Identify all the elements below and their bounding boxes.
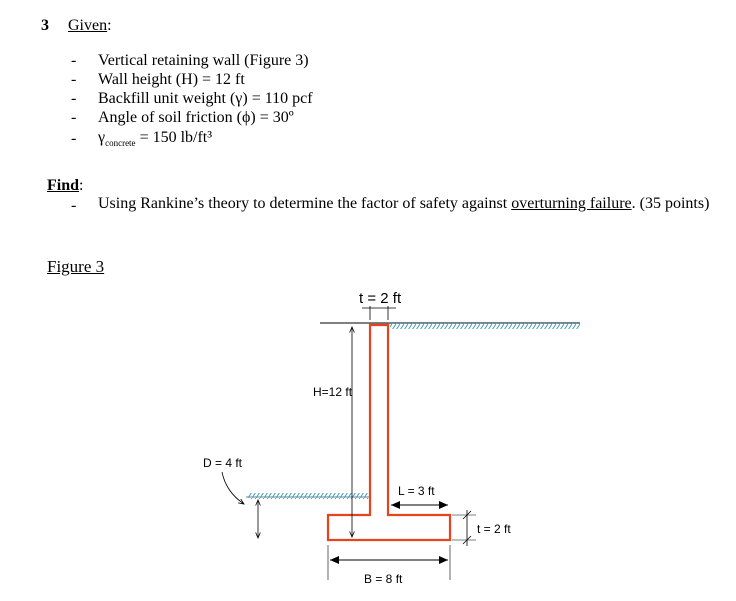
figure-caption: Figure 3 bbox=[47, 257, 105, 276]
given-heading-text: Given bbox=[68, 17, 108, 34]
bullet: - bbox=[71, 71, 77, 88]
given-item-3: Backfill unit weight (γ) = 110 pcf bbox=[98, 90, 313, 107]
find-text-underlined: overturning failure bbox=[511, 195, 632, 212]
find-text-after: . (35 points) bbox=[631, 195, 710, 212]
b-label: B = 8 ft bbox=[364, 572, 403, 586]
bullet: - bbox=[71, 90, 77, 107]
base-t-label: t = 2 ft bbox=[477, 522, 511, 536]
l-label: L = 3 ft bbox=[398, 484, 435, 498]
problem-number: 3 bbox=[41, 17, 49, 34]
bullet: - bbox=[71, 109, 77, 126]
bullet: - bbox=[71, 52, 77, 69]
d-leader bbox=[222, 472, 244, 504]
given-item-1: Vertical retaining wall (Figure 3) bbox=[98, 52, 309, 69]
gamma-symbol: γ bbox=[98, 129, 106, 146]
bullet: - bbox=[71, 197, 77, 214]
find-text-before: Using Rankine’s theory to determine the factor of safety against bbox=[98, 195, 512, 212]
front-soil-hatch bbox=[248, 493, 368, 499]
gamma-value: = 150 lb/ft³ bbox=[135, 129, 213, 146]
given-item-2: Wall height (H) = 12 ft bbox=[98, 71, 245, 88]
h-label: H=12 ft bbox=[313, 385, 353, 399]
find-colon: : bbox=[79, 177, 84, 194]
gamma-subscript: concrete bbox=[105, 138, 136, 149]
bullet: - bbox=[71, 130, 77, 147]
d-label: D = 4 ft bbox=[203, 456, 243, 470]
t-top-label: t = 2 ft bbox=[359, 290, 402, 307]
wall-outline bbox=[328, 325, 450, 540]
find-heading-text: Find bbox=[47, 177, 80, 194]
backfill-hatch bbox=[390, 323, 580, 329]
given-colon: : bbox=[107, 17, 112, 34]
given-item-4: Angle of soil friction (ϕ) = 30º bbox=[98, 109, 294, 126]
